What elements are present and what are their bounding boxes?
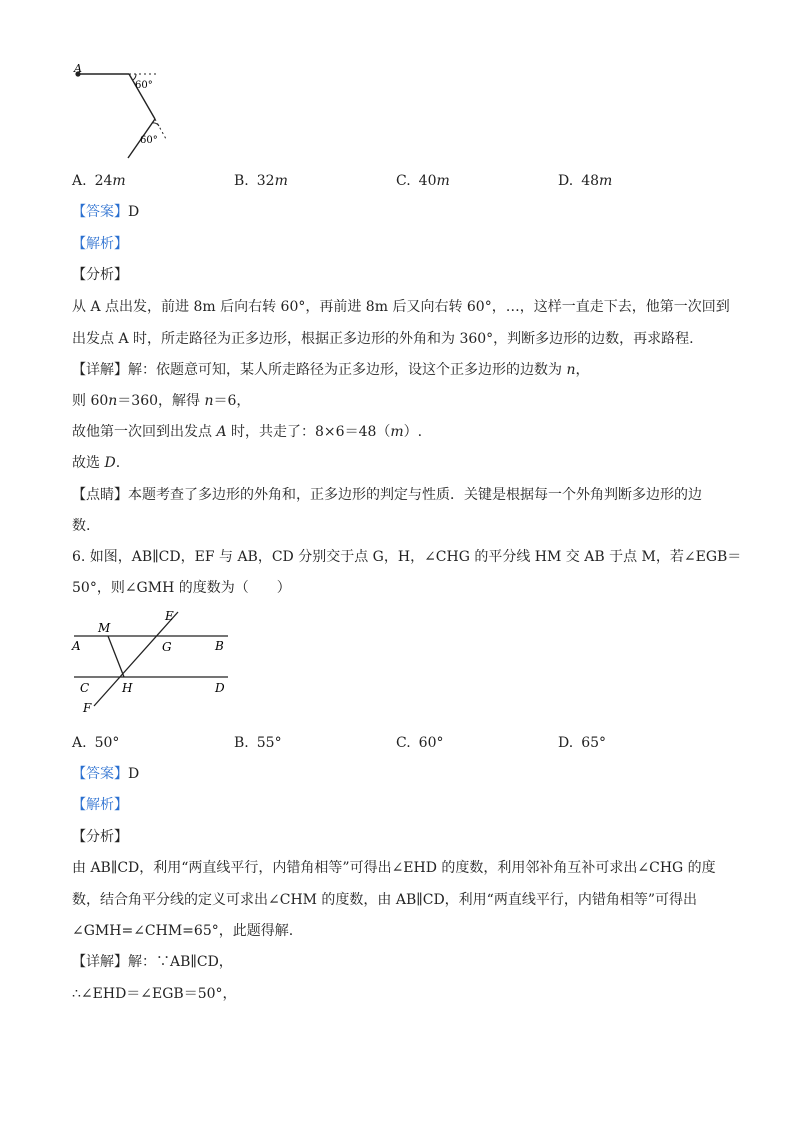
label-h: H [122,681,133,695]
label-a: A [72,639,81,653]
q5-option-b[interactable]: B. 32m [234,173,288,189]
q5-detail-line4: 故选 D. [72,455,121,471]
q6-analysis-tag: 【解析】 [72,797,128,813]
q6-fenxi-line3: ∠GMH=∠CHM=65°，此题得解. [72,923,294,939]
q6-option-c[interactable]: C. 60° [396,735,444,751]
q6-fenxi-tag: 【分析】 [72,829,128,845]
label-a: A [74,62,82,75]
q5-detail-line2: 则 60n＝360，解得 n＝6， [72,393,251,409]
q5-option-a[interactable]: A. 24m [72,173,126,189]
q6-answer: 【答案】D [72,766,140,782]
q5-answer: 【答案】D [72,204,140,220]
q6-fenxi-line1: 由 AB∥CD，利用“两直线平行，内错角相等”可得出∠EHD 的度数，利用邻补角互补可求出∠CHG 的度 [72,860,716,876]
q5-fenxi-tag: 【分析】 [72,267,128,283]
q5-option-c[interactable]: C. 40m [396,173,450,189]
label-c: C [80,681,90,695]
q5-dianjing-line2: 数. [72,518,91,534]
q5-fenxi-line1: 从 A 点出发，前进 8m 后向右转 60°，再前进 8m 后又向右转 60°，…，这样一直走下去，他第一次回到 [72,299,730,315]
q6-stem-line1: 6. 如图，AB∥CD，EF 与 AB，CD 分别交于点 G，H，∠CHG 的平分线 HM 交 AB 于点 M，若∠EGB＝ [72,549,742,565]
q5-figure [70,62,180,162]
q5-detail-line1: 【详解】解：依题意可知，某人所走路径为正多边形，设这个正多边形的边数为 n， [72,362,590,378]
label-d: D [215,681,225,695]
q6-option-d[interactable]: D. 65° [558,735,607,751]
q5-fenxi-line2: 出发点 A 时，所走路径为正多边形，根据正多边形的外角和为 360°，判断多边形的边数，再求路程. [72,331,694,347]
q6-detail-line2: ∴∠EHD＝∠EGB＝50°， [72,986,237,1002]
q5-dianjing-line1: 【点睛】本题考查了多边形的外角和，正多边形的判定与性质．关键是根据每一个外角判断多边形的边 [72,487,702,503]
q6-option-b[interactable]: B. 55° [234,735,282,751]
q6-detail-line1: 【详解】解：∵AB∥CD， [72,954,233,970]
q6-figure [68,604,236,716]
angle-label-2: 60° [140,135,158,146]
label-m: M [98,621,111,635]
label-f: F [83,701,92,715]
q5-analysis-tag: 【解析】 [72,236,128,252]
q6-option-a[interactable]: A. 50° [72,735,120,751]
q6-fenxi-line2: 数，结合角平分线的定义可求出∠CHM 的度数，由 AB∥CD，利用“两直线平行，内错角相等”可得出 [72,892,698,908]
label-b: B [215,639,224,653]
label-e: E [165,609,174,623]
q5-option-d[interactable]: D. 48m [558,173,613,189]
q5-detail-line3: 故他第一次回到出发点 A 时，共走了：8×6＝48（m）. [72,424,423,440]
q6-stem-line2: 50°，则∠GMH 的度数为（ ） [72,580,291,596]
label-g: G [162,640,172,654]
angle-label-1: 60° [135,80,153,91]
line-hm [108,636,124,677]
